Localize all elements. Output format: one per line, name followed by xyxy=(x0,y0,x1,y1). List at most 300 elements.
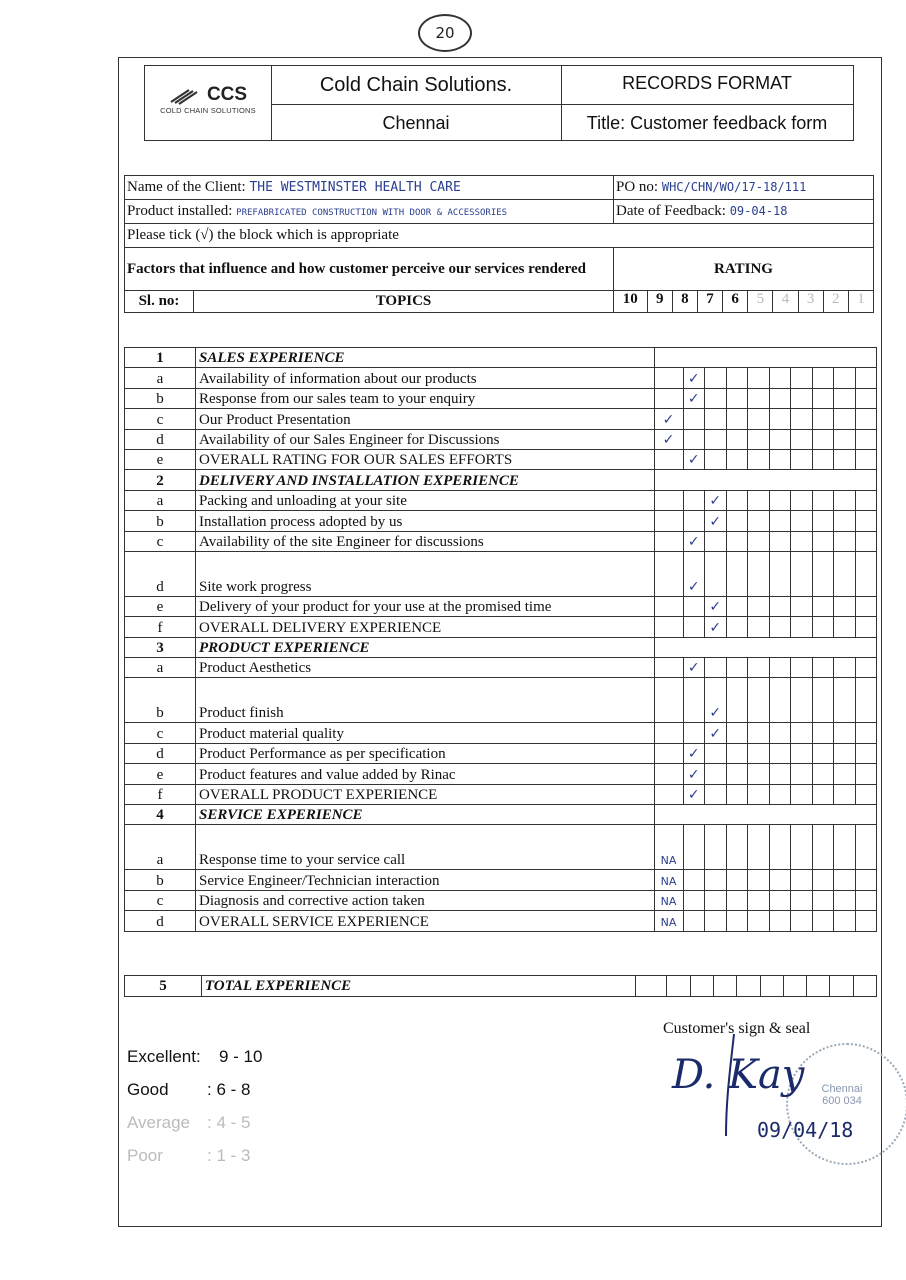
rating-cell-4[interactable] xyxy=(791,409,813,429)
total-topic: TOTAL EXPERIENCE xyxy=(201,976,635,997)
rating-cell-6[interactable] xyxy=(748,658,770,678)
rating-cell-7[interactable] xyxy=(726,388,748,408)
rating-cell[interactable] xyxy=(690,976,713,997)
rating-cell-8[interactable] xyxy=(705,551,727,596)
rating-cell-10 xyxy=(654,348,683,368)
row-sl: e xyxy=(125,596,196,616)
table-row xyxy=(125,617,877,637)
rating-cell-4[interactable] xyxy=(791,825,813,870)
row-sl: b xyxy=(125,678,196,723)
rating-cell-1[interactable] xyxy=(855,870,877,890)
rating-cell-9[interactable] xyxy=(683,551,705,596)
rating-cell-8[interactable] xyxy=(705,368,727,388)
rating-cell-8[interactable] xyxy=(705,511,727,531)
table-row xyxy=(125,388,877,408)
rating-cell-6[interactable] xyxy=(748,388,770,408)
rating-cell-10[interactable] xyxy=(654,511,683,531)
rating-cell-4 xyxy=(791,348,813,368)
rating-cell-5[interactable] xyxy=(769,678,791,723)
rating-cell[interactable] xyxy=(737,976,760,997)
rating-cell-9[interactable] xyxy=(683,429,705,449)
na-mark: NA xyxy=(660,874,677,888)
rating-cell-1[interactable] xyxy=(855,617,877,637)
rating-cell-5[interactable] xyxy=(769,490,791,510)
rating-cell-9[interactable] xyxy=(683,890,705,910)
rating-cell-5[interactable] xyxy=(769,409,791,429)
rating-cell-2[interactable] xyxy=(834,368,856,388)
rating-cell-6[interactable] xyxy=(748,678,770,723)
rating-cell-1[interactable] xyxy=(855,890,877,910)
rating-cell-7[interactable] xyxy=(726,743,748,763)
rating-cell-5[interactable] xyxy=(769,596,791,616)
rating-cell-5[interactable] xyxy=(769,617,791,637)
rating-cell-7[interactable] xyxy=(726,490,748,510)
company-city: Chennai xyxy=(382,113,450,133)
rating-cell-3[interactable] xyxy=(812,723,834,743)
rating-cell-3[interactable] xyxy=(812,678,834,723)
rating-cell-10[interactable] xyxy=(654,764,683,784)
rating-cell-9[interactable] xyxy=(683,723,705,743)
rating-cell-6[interactable] xyxy=(748,596,770,616)
company-logo xyxy=(149,84,267,115)
legend-range: : 6 - 8 xyxy=(207,1080,251,1099)
rating-cell-2[interactable] xyxy=(834,388,856,408)
rating-cell-5 xyxy=(769,348,791,368)
rating-cell-6[interactable] xyxy=(748,409,770,429)
po-label: PO no: xyxy=(616,179,659,195)
rating-cell[interactable] xyxy=(713,976,736,997)
rating-cell-5[interactable] xyxy=(769,723,791,743)
rating-cell[interactable] xyxy=(830,976,853,997)
rating-cell-4[interactable] xyxy=(791,743,813,763)
row-sl: b xyxy=(125,388,196,408)
rating-cell-1[interactable] xyxy=(855,388,877,408)
rating-cell-9[interactable] xyxy=(683,368,705,388)
rating-cell-3[interactable] xyxy=(812,449,834,469)
table-row xyxy=(125,743,877,763)
section-row xyxy=(125,637,877,657)
rating-cell-7[interactable] xyxy=(726,723,748,743)
rating-cell-2[interactable] xyxy=(834,723,856,743)
legend-range: : 4 - 5 xyxy=(207,1113,251,1132)
rating-cell-4[interactable] xyxy=(791,388,813,408)
legend-range: 9 - 10 xyxy=(219,1047,263,1066)
rating-cell-8 xyxy=(705,470,727,490)
rating-cell-1[interactable] xyxy=(855,764,877,784)
table-row xyxy=(125,429,877,449)
rating-cell-7[interactable] xyxy=(726,617,748,637)
rating-cell-6[interactable] xyxy=(748,551,770,596)
rating-cell-5[interactable] xyxy=(769,368,791,388)
rating-cell-10[interactable] xyxy=(654,890,683,910)
rating-cell-3[interactable] xyxy=(812,429,834,449)
rating-cell-3[interactable] xyxy=(812,870,834,890)
customer-signature: D. Kay xyxy=(672,1052,805,1098)
rating-cell-6 xyxy=(748,805,770,825)
rating-cell-7[interactable] xyxy=(726,825,748,870)
tick-mark-icon: ✓ xyxy=(662,411,675,428)
rating-cell-8[interactable] xyxy=(705,658,727,678)
rating-cell-9 xyxy=(683,470,705,490)
row-sl: 3 xyxy=(125,637,196,657)
rating-cell-3[interactable] xyxy=(812,511,834,531)
rating-cell-6[interactable] xyxy=(748,743,770,763)
rating-cell-1[interactable] xyxy=(855,490,877,510)
rating-cell-2[interactable] xyxy=(834,743,856,763)
rating-cell-2[interactable] xyxy=(834,429,856,449)
rating-cell[interactable] xyxy=(760,976,783,997)
rating-cell-1[interactable] xyxy=(855,658,877,678)
rating-cell-7[interactable] xyxy=(726,870,748,890)
rating-cell-4[interactable] xyxy=(791,368,813,388)
rating-cell-7[interactable] xyxy=(726,784,748,804)
form-header xyxy=(144,65,854,141)
rating-cell-10[interactable] xyxy=(654,409,683,429)
rating-cell-8[interactable] xyxy=(705,911,727,931)
rating-cell-2[interactable] xyxy=(834,870,856,890)
rating-cell-2[interactable] xyxy=(834,596,856,616)
rating-cell-2[interactable] xyxy=(834,825,856,870)
table-row xyxy=(125,490,877,510)
rating-cell-3[interactable] xyxy=(812,409,834,429)
rating-cell-3[interactable] xyxy=(812,825,834,870)
tick-mark-icon: ✓ xyxy=(687,452,700,469)
rating-cell-8[interactable] xyxy=(705,870,727,890)
rating-cell-4[interactable] xyxy=(791,551,813,596)
rating-cell-2[interactable] xyxy=(834,449,856,469)
rating-scale-9: 9 xyxy=(647,291,672,312)
rating-cell-2[interactable] xyxy=(834,890,856,910)
rating-cell-1[interactable] xyxy=(855,678,877,723)
rating-cell-3[interactable] xyxy=(812,551,834,596)
product-label: Product installed: xyxy=(127,203,233,219)
rating-cell-9[interactable] xyxy=(683,511,705,531)
rating-cell-7[interactable] xyxy=(726,596,748,616)
rating-cell-7[interactable] xyxy=(726,511,748,531)
seal-pin: 600 034 xyxy=(822,1095,862,1107)
rating-cell-3[interactable] xyxy=(812,368,834,388)
rating-cell-1[interactable] xyxy=(855,429,877,449)
row-topic: SALES EXPERIENCE xyxy=(196,348,655,368)
rating-cell-5[interactable] xyxy=(769,551,791,596)
rating-cell-7[interactable] xyxy=(726,409,748,429)
rating-cell-8[interactable] xyxy=(705,596,727,616)
rating-cell-10[interactable] xyxy=(654,368,683,388)
rating-cell-9[interactable] xyxy=(683,490,705,510)
legend-average xyxy=(127,1113,250,1133)
rating-cell-2[interactable] xyxy=(834,911,856,931)
rating-cell-4[interactable] xyxy=(791,449,813,469)
rating-cell-1 xyxy=(855,348,877,368)
rating-cell-4[interactable] xyxy=(791,890,813,910)
rating-cell-10[interactable] xyxy=(654,449,683,469)
rating-cell[interactable] xyxy=(667,976,690,997)
rating-cell-10[interactable] xyxy=(654,617,683,637)
rating-scale-6: 6 xyxy=(722,291,747,312)
rating-cell-4[interactable] xyxy=(791,870,813,890)
row-topic: OVERALL PRODUCT EXPERIENCE xyxy=(196,784,655,804)
rating-cell-8[interactable] xyxy=(705,678,727,723)
rating-cell-8[interactable] xyxy=(705,617,727,637)
rating-cell-4[interactable] xyxy=(791,429,813,449)
rating-cell-9[interactable] xyxy=(683,764,705,784)
rating-cell-6[interactable] xyxy=(748,429,770,449)
tick-mark-icon: ✓ xyxy=(687,660,700,677)
rating-cell-6[interactable] xyxy=(748,449,770,469)
rating-cell-8[interactable] xyxy=(705,825,727,870)
topics-header: TOPICS xyxy=(375,293,432,309)
rating-cell-4[interactable] xyxy=(791,784,813,804)
rating-cell-5[interactable] xyxy=(769,531,791,551)
rating-cell-9[interactable] xyxy=(683,449,705,469)
row-topic: Diagnosis and corrective action taken xyxy=(196,890,655,910)
rating-cell-5[interactable] xyxy=(769,743,791,763)
rating-cell-2[interactable] xyxy=(834,511,856,531)
rating-cell-5[interactable] xyxy=(769,890,791,910)
rating-cell-8[interactable] xyxy=(705,429,727,449)
rating-cell-10[interactable] xyxy=(654,531,683,551)
rating-cell-2[interactable] xyxy=(834,531,856,551)
rating-cell-6[interactable] xyxy=(748,368,770,388)
rating-cell-10[interactable] xyxy=(654,429,683,449)
rating-cell-1[interactable] xyxy=(855,911,877,931)
rating-cell-1[interactable] xyxy=(855,784,877,804)
rating-cell-3[interactable] xyxy=(812,890,834,910)
rating-cell-3[interactable] xyxy=(812,531,834,551)
rating-cell-3[interactable] xyxy=(812,490,834,510)
rating-cell-10[interactable] xyxy=(654,678,683,723)
rating-cell-6[interactable] xyxy=(748,890,770,910)
rating-cell-4[interactable] xyxy=(791,617,813,637)
rating-cell-8[interactable] xyxy=(705,409,727,429)
legend-poor xyxy=(127,1146,250,1166)
row-sl: a xyxy=(125,825,196,870)
rating-cell-2[interactable] xyxy=(834,490,856,510)
rating-cell-3[interactable] xyxy=(812,764,834,784)
rating-cell-5[interactable] xyxy=(769,764,791,784)
rating-cell-4[interactable] xyxy=(791,511,813,531)
legend-label: Average xyxy=(127,1113,191,1132)
rating-cell-9[interactable] xyxy=(683,870,705,890)
tick-note: Please tick (√) the block which is appropriate xyxy=(125,224,874,248)
rating-cell-9[interactable] xyxy=(683,531,705,551)
row-topic: Product features and value added by Rinac xyxy=(196,764,655,784)
rating-cell-1[interactable] xyxy=(855,368,877,388)
rating-cell-7[interactable] xyxy=(726,658,748,678)
rating-cell[interactable] xyxy=(636,976,667,997)
rating-cell-6[interactable] xyxy=(748,764,770,784)
rating-cell-8 xyxy=(705,637,727,657)
rating-cell-3[interactable] xyxy=(812,743,834,763)
rating-cell-1[interactable] xyxy=(855,825,877,870)
seal-city: Chennai xyxy=(821,1083,863,1095)
table-row xyxy=(125,784,877,804)
rating-cell-1[interactable] xyxy=(855,551,877,596)
rating-cell-9[interactable] xyxy=(683,617,705,637)
rating-cell-3[interactable] xyxy=(812,784,834,804)
rating-cell-10[interactable] xyxy=(654,870,683,890)
rating-cell-10[interactable] xyxy=(654,388,683,408)
row-topic: Response from our sales team to your enquiry xyxy=(196,388,655,408)
rating-cell-2[interactable] xyxy=(834,764,856,784)
rating-cell-1[interactable] xyxy=(855,596,877,616)
rating-cell-5[interactable] xyxy=(769,429,791,449)
rating-cell-8[interactable] xyxy=(705,764,727,784)
tick-mark-icon: ✓ xyxy=(687,746,700,763)
rating-cell[interactable] xyxy=(783,976,806,997)
rating-cell-5[interactable] xyxy=(769,825,791,870)
rating-cell-8[interactable] xyxy=(705,743,727,763)
rating-cell-10[interactable] xyxy=(654,551,683,596)
rating-cell-10[interactable] xyxy=(654,784,683,804)
rating-cell-9[interactable] xyxy=(683,825,705,870)
client-info-table xyxy=(124,175,874,313)
rating-cell-9[interactable] xyxy=(683,784,705,804)
rating-cell-4[interactable] xyxy=(791,723,813,743)
rating-cell-2[interactable] xyxy=(834,551,856,596)
rating-cell-7[interactable] xyxy=(726,911,748,931)
client-label: Name of the Client: xyxy=(127,179,246,195)
rating-cell-10[interactable] xyxy=(654,743,683,763)
rating-cell-9[interactable] xyxy=(683,678,705,723)
rating-cell-10[interactable] xyxy=(654,825,683,870)
rating-cell-1[interactable] xyxy=(855,449,877,469)
tick-mark-icon: ✓ xyxy=(687,766,700,783)
rating-cell-8[interactable] xyxy=(705,449,727,469)
rating-cell-1 xyxy=(855,637,877,657)
rating-cell-2[interactable] xyxy=(834,617,856,637)
rating-cell-4[interactable] xyxy=(791,911,813,931)
tick-mark-icon: ✓ xyxy=(687,578,700,595)
rating-cell-6[interactable] xyxy=(748,511,770,531)
rating-cell-1[interactable] xyxy=(855,723,877,743)
po-value: WHC/CHN/WO/17-18/111 xyxy=(661,180,807,194)
date-label: Date of Feedback: xyxy=(616,203,726,219)
rating-cell-8[interactable] xyxy=(705,723,727,743)
table-row xyxy=(125,449,877,469)
rating-cell-6[interactable] xyxy=(748,723,770,743)
client-name-cell xyxy=(125,176,614,200)
rating-cell-7[interactable] xyxy=(726,368,748,388)
row-topic: SERVICE EXPERIENCE xyxy=(196,805,655,825)
rating-cell-9[interactable] xyxy=(683,658,705,678)
rating-cell-2[interactable] xyxy=(834,658,856,678)
row-topic: Service Engineer/Technician interaction xyxy=(196,870,655,890)
rating-cell-7[interactable] xyxy=(726,678,748,723)
rating-cell-6[interactable] xyxy=(748,490,770,510)
rating-cell-3 xyxy=(812,348,834,368)
rating-cell-3[interactable] xyxy=(812,388,834,408)
rating-cell-7[interactable] xyxy=(726,890,748,910)
rating-cell-1[interactable] xyxy=(855,511,877,531)
rating-cell-4[interactable] xyxy=(791,596,813,616)
rating-cell-1[interactable] xyxy=(855,409,877,429)
rating-cell-2[interactable] xyxy=(834,784,856,804)
rating-cell-7[interactable] xyxy=(726,551,748,596)
rating-cell-8[interactable] xyxy=(705,490,727,510)
rating-cell-5[interactable] xyxy=(769,511,791,531)
rating-cell[interactable] xyxy=(807,976,830,997)
rating-cell-5[interactable] xyxy=(769,911,791,931)
rating-cell-1[interactable] xyxy=(855,531,877,551)
row-sl: c xyxy=(125,723,196,743)
rating-cell-1[interactable] xyxy=(855,743,877,763)
rating-cell-8[interactable] xyxy=(705,531,727,551)
rating-cell-7 xyxy=(726,348,748,368)
rating-cell-10[interactable] xyxy=(654,911,683,931)
rating-cell-10[interactable] xyxy=(654,490,683,510)
rating-cell-6[interactable] xyxy=(748,617,770,637)
rating-cell-3[interactable] xyxy=(812,596,834,616)
rating-cell-10[interactable] xyxy=(654,596,683,616)
rating-cell-10[interactable] xyxy=(654,723,683,743)
rating-cell-6[interactable] xyxy=(748,870,770,890)
table-row xyxy=(125,531,877,551)
rating-cell-10 xyxy=(654,805,683,825)
table-row xyxy=(125,678,877,723)
section-row xyxy=(125,348,877,368)
row-sl: d xyxy=(125,743,196,763)
rating-cell-7[interactable] xyxy=(726,531,748,551)
rating-cell-5[interactable] xyxy=(769,784,791,804)
rating-cell-8[interactable] xyxy=(705,388,727,408)
rating-cell-5[interactable] xyxy=(769,449,791,469)
tick-mark-icon: ✓ xyxy=(709,599,722,616)
row-sl: d xyxy=(125,551,196,596)
rating-cell-2 xyxy=(834,348,856,368)
date-value: 09-04-18 xyxy=(729,204,788,218)
rating-cell-2[interactable] xyxy=(834,409,856,429)
signature-label: Customer's sign & seal xyxy=(663,1020,811,1037)
rating-cell-6[interactable] xyxy=(748,531,770,551)
rating-cell-7[interactable] xyxy=(726,449,748,469)
rating-cell-9[interactable] xyxy=(683,596,705,616)
row-topic: Availability of information about our products xyxy=(196,368,655,388)
rating-cell-2[interactable] xyxy=(834,678,856,723)
rating-cell-9[interactable] xyxy=(683,743,705,763)
rating-cell-9[interactable] xyxy=(683,388,705,408)
rating-cell-9[interactable] xyxy=(683,409,705,429)
rating-cell-4[interactable] xyxy=(791,678,813,723)
rating-cell-3[interactable] xyxy=(812,617,834,637)
rating-cell-6 xyxy=(748,637,770,657)
rating-cell-3[interactable] xyxy=(812,658,834,678)
rating-cell-4[interactable] xyxy=(791,764,813,784)
rating-cell-7[interactable] xyxy=(726,429,748,449)
rating-cell-5[interactable] xyxy=(769,658,791,678)
rating-cell-6[interactable] xyxy=(748,825,770,870)
rating-cell-7[interactable] xyxy=(726,764,748,784)
rating-cell-9[interactable] xyxy=(683,911,705,931)
row-topic: DELIVERY AND INSTALLATION EXPERIENCE xyxy=(196,470,655,490)
rating-cell-6[interactable] xyxy=(748,784,770,804)
rating-cell-10[interactable] xyxy=(654,658,683,678)
table-row xyxy=(125,596,877,616)
rating-cell-4[interactable] xyxy=(791,531,813,551)
rating-cell-3[interactable] xyxy=(812,911,834,931)
rating-cell-8[interactable] xyxy=(705,890,727,910)
rating-cell-4[interactable] xyxy=(791,490,813,510)
rating-cell[interactable] xyxy=(853,976,876,997)
row-sl: 2 xyxy=(125,470,196,490)
rating-cell-4[interactable] xyxy=(791,658,813,678)
rating-cell-8[interactable] xyxy=(705,784,727,804)
rating-cell-5[interactable] xyxy=(769,388,791,408)
rating-cell-5 xyxy=(769,637,791,657)
row-topic: Availability of our Sales Engineer for Discussions xyxy=(196,429,655,449)
rating-cell-5[interactable] xyxy=(769,870,791,890)
rating-cell-6[interactable] xyxy=(748,911,770,931)
